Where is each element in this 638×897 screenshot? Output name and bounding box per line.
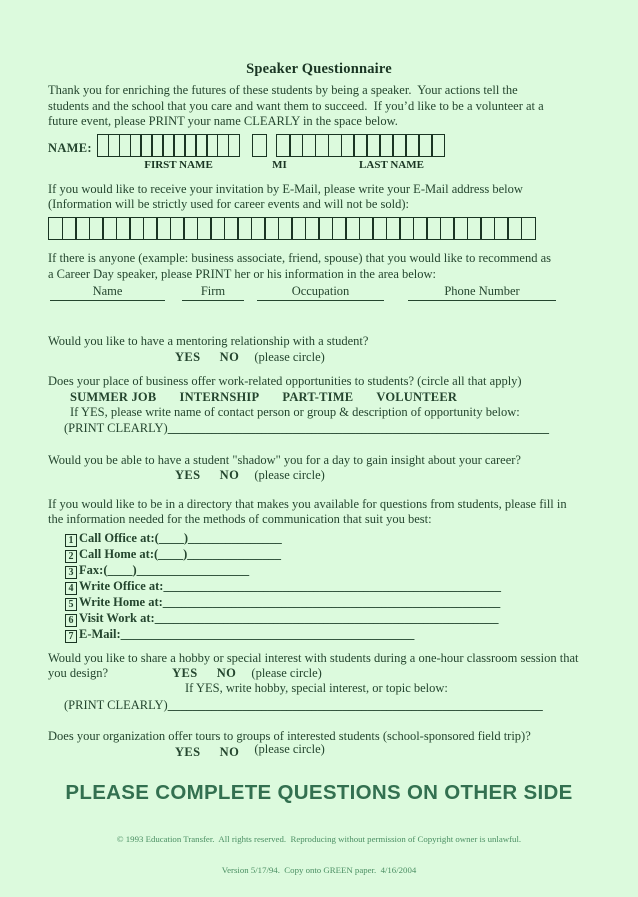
print-clearly-label: (PRINT CLEARLY) <box>64 697 168 712</box>
copyright-footer <box>48 812 590 897</box>
first-name-caption: FIRST NAME <box>144 158 213 171</box>
item-number-box: 1 <box>65 534 77 547</box>
opportunities-question: Does your place of business offer work-related opportunities to students? (circle all that apply) <box>48 374 522 389</box>
recommend-line: If there is anyone (example: business associate, friend, spouse) that you would like to recommend as <box>48 251 551 266</box>
hobby-yesno-row <box>172 666 322 681</box>
circle-note: (please circle) <box>254 468 325 483</box>
directory-item-visit-work <box>65 611 590 627</box>
copyright-line: © 1993 Education Transfer. All rights reserved. Reproducing without permission of Copyright owner is unlawful. <box>116 833 522 844</box>
intro-paragraph <box>48 83 590 129</box>
directory-paragraph <box>48 497 590 528</box>
item-number-box: 6 <box>65 614 77 627</box>
char-box[interactable] <box>521 217 536 240</box>
recommend-line: a Career Day speaker, please PRINT her or his information in the area below: <box>48 266 437 281</box>
recommend-col-name[interactable]: Name <box>50 284 165 301</box>
version-line: Version 5/17/94. Copy onto GREEN paper. 4/16/2004 <box>221 865 417 876</box>
opportunities-write-in-line[interactable]: _____________________________________________________________ <box>167 420 549 435</box>
recommend-col-phone[interactable]: Phone Number <box>408 284 556 301</box>
intro-line: students and the school that you care and want them to succeed. If you’d like to be a volunteer at a <box>48 98 544 113</box>
item-label: Visit Work at: <box>79 610 155 625</box>
intro-line: future event, please PRINT your name CLEARLY in the space below. <box>48 114 398 129</box>
char-box[interactable] <box>228 134 241 157</box>
email-line: If you would like to receive your invitation by E-Mail, please write your E-Mail address below <box>48 182 523 197</box>
directory-methods-list <box>65 531 590 643</box>
directory-item-write-office <box>65 579 590 595</box>
mentoring-question: Would you like to have a mentoring relationship with a student? <box>48 334 369 349</box>
middle-initial-box[interactable] <box>252 134 265 157</box>
recommend-col-occupation[interactable]: Occupation <box>257 284 384 301</box>
email-paragraph <box>48 182 590 213</box>
item-label: Call Office at: <box>79 530 155 545</box>
item-write-in-line[interactable]: ______________________________________________________ <box>163 578 501 593</box>
name-captions-row <box>48 158 590 173</box>
recommend-columns <box>48 284 590 301</box>
item-write-in-line[interactable]: (____)__________________ <box>103 562 250 577</box>
no-option[interactable]: NO <box>219 744 240 759</box>
directory-item-call-home <box>65 547 590 563</box>
email-address-boxes[interactable] <box>48 217 534 240</box>
item-label: Write Office at: <box>79 578 164 593</box>
directory-item-write-home <box>65 595 590 611</box>
middle-initial-caption: MI <box>272 158 287 171</box>
item-write-in-line[interactable]: ______________________________________________________ <box>162 594 501 609</box>
spacer <box>48 158 98 173</box>
print-clearly-label: (PRINT CLEARLY) <box>64 420 168 435</box>
item-number-box: 5 <box>65 598 77 611</box>
hobby-if-yes-note: If YES, write hobby, special interest, or topic below: <box>185 681 448 696</box>
circle-note: (please circle) <box>251 665 322 680</box>
hobby-print-clearly-row <box>64 698 590 713</box>
hobby-write-in-line[interactable]: ____________________________________________________________ <box>167 697 543 712</box>
directory-item-call-office <box>65 531 590 547</box>
directory-item-email <box>65 627 590 643</box>
shadow-question: Would you be able to have a student "shadow" you for a day to gain insight about your career? <box>48 452 521 467</box>
hobby-question-line2: you design? <box>48 665 109 680</box>
item-label: Fax: <box>79 562 104 577</box>
name-fields-row <box>48 133 590 157</box>
directory-line: If you would like to be in a directory that makes you available for questions from students, please fill in <box>48 496 567 511</box>
yes-option[interactable]: YES <box>175 349 201 364</box>
item-write-in-line[interactable]: (____)_______________ <box>153 546 282 561</box>
option-summer-job[interactable]: SUMMER JOB <box>70 389 157 404</box>
no-option[interactable]: NO <box>216 665 237 680</box>
circle-note: (please circle) <box>254 741 325 756</box>
item-number-box: 2 <box>65 550 77 563</box>
hobby-question-line2-row <box>48 666 590 681</box>
option-volunteer[interactable]: VOLUNTEER <box>376 389 458 404</box>
page-title: Speaker Questionnaire <box>246 61 392 77</box>
email-line: (Information will be strictly used for career events and will not be sold): <box>48 197 410 212</box>
item-label: Write Home at: <box>79 594 163 609</box>
yes-option[interactable]: YES <box>175 744 201 759</box>
circle-note: (please circle) <box>254 349 325 364</box>
yes-option[interactable]: YES <box>175 468 201 483</box>
item-write-in-line[interactable]: _______________________________________________________ <box>154 610 499 625</box>
item-number-box: 7 <box>65 630 77 643</box>
no-option[interactable]: NO <box>219 468 240 483</box>
opportunities-if-yes-note: If YES, please write name of contact person or group & description of opportunity below: <box>70 405 520 420</box>
no-option[interactable]: NO <box>219 349 240 364</box>
first-name-boxes[interactable] <box>97 134 239 157</box>
item-write-in-line[interactable]: _______________________________________________ <box>120 626 415 641</box>
recommend-paragraph <box>48 251 590 282</box>
char-box[interactable] <box>252 134 267 157</box>
item-label: E-Mail: <box>79 626 121 641</box>
recommend-col-firm[interactable]: Firm <box>182 284 244 301</box>
item-number-box: 4 <box>65 582 77 595</box>
intro-line: Thank you for enriching the futures of these students by being a speaker. Your actions tell the <box>48 83 518 98</box>
hobby-question-line1: Would you like to share a hobby or special interest with students during a one-hour classroom session that <box>48 650 579 665</box>
opportunities-options-row <box>70 390 590 405</box>
item-label: Call Home at: <box>79 546 154 561</box>
name-label: NAME: <box>48 141 92 156</box>
char-box[interactable] <box>431 134 446 157</box>
last-name-boxes[interactable] <box>276 134 444 157</box>
option-part-time[interactable]: PART-TIME <box>282 389 354 404</box>
directory-line: the information needed for the methods of communication that suit you best: <box>48 512 432 527</box>
opportunities-print-clearly-row <box>64 421 590 436</box>
tours-yesno-row <box>175 741 590 760</box>
last-name-caption: LAST NAME <box>359 158 424 171</box>
directory-item-fax <box>65 563 590 579</box>
item-write-in-line[interactable]: (____)_______________ <box>154 530 282 545</box>
complete-other-side-banner: PLEASE COMPLETE QUESTIONS ON OTHER SIDE <box>65 780 573 804</box>
tours-question: Does your organization offer tours to groups of interested students (school-sponsored field trip)? <box>48 729 531 744</box>
item-number-box: 3 <box>65 566 77 579</box>
mentoring-yesno-row <box>175 350 590 365</box>
shadow-yesno-row <box>175 468 590 483</box>
yes-option[interactable]: YES <box>172 665 198 680</box>
option-internship[interactable]: INTERNSHIP <box>179 389 260 404</box>
